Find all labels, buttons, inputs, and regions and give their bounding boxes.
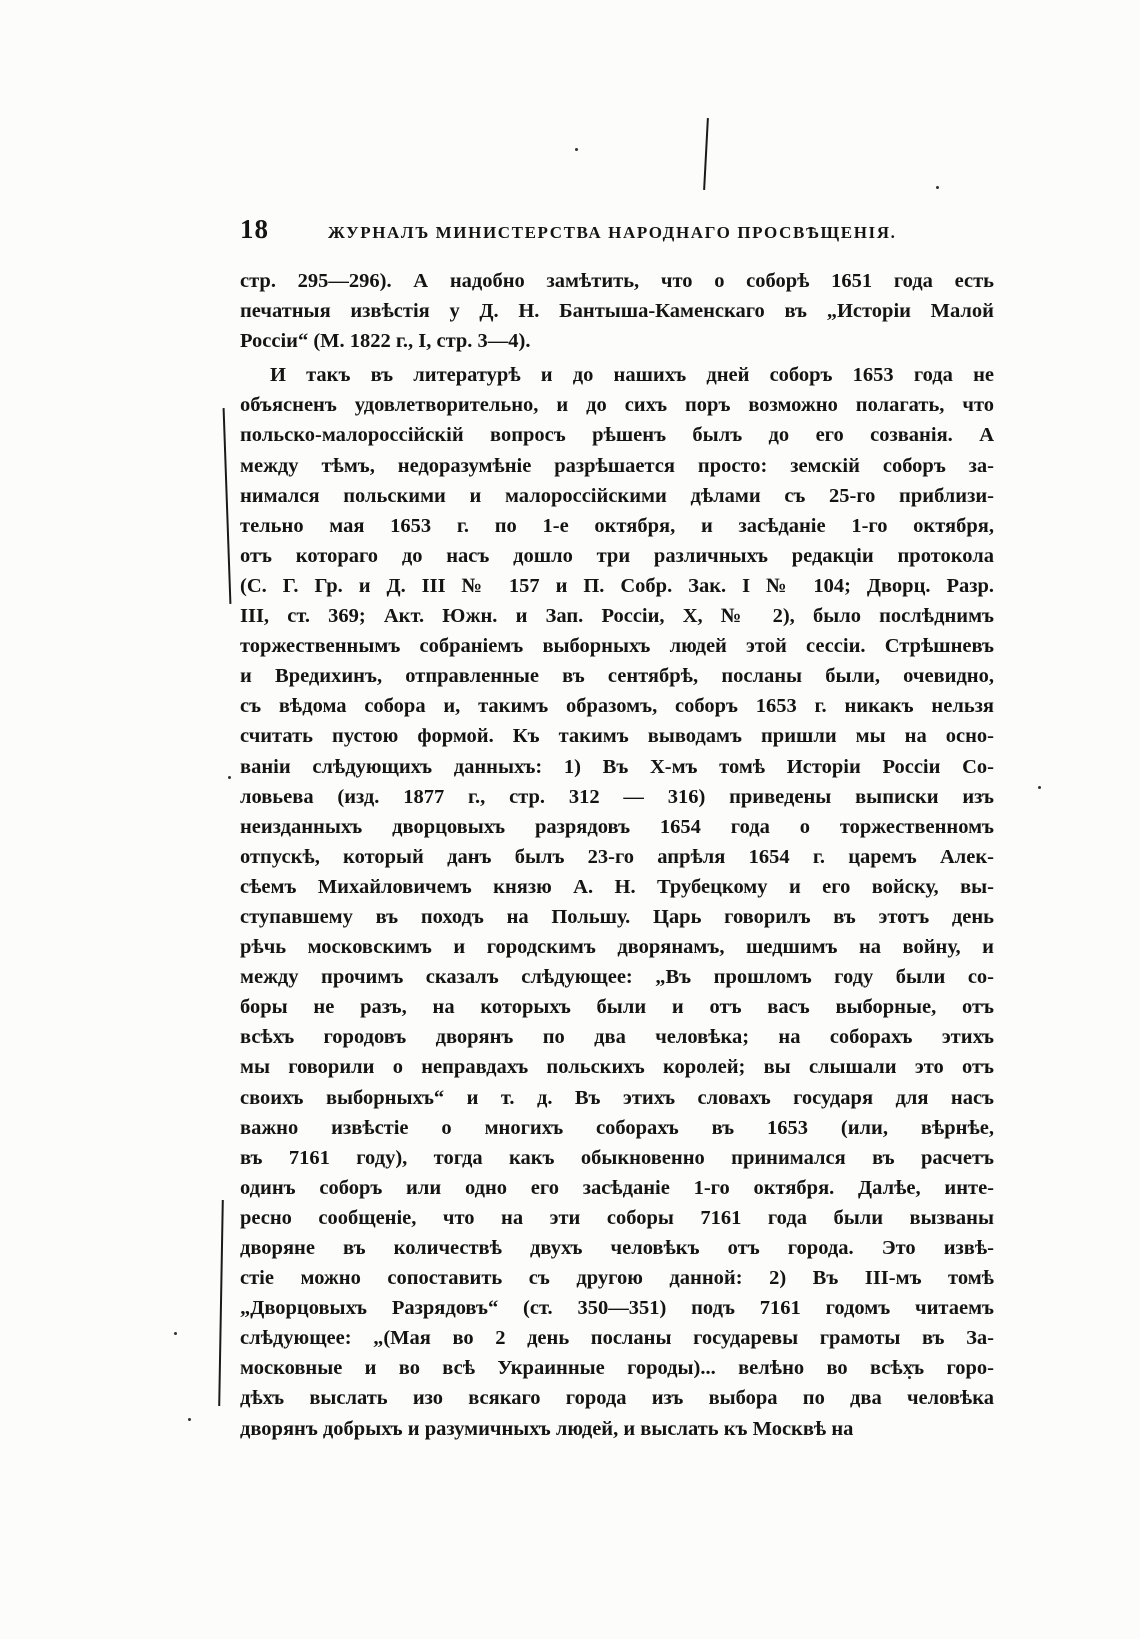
text-line: московные и во всѣ Украинные городы)... велѣно во всѣхъ горо-: [240, 1357, 994, 1380]
text-line: тельно мая 1653 г. по 1-е октября, и засѣданіе 1-го октября,: [240, 514, 994, 537]
text-line: неизданныхъ дворцовыхъ разрядовъ 1654 года о торжественномъ: [240, 815, 994, 838]
paragraph: [240, 266, 994, 356]
margin-mark-left-lower: [218, 1200, 224, 1406]
page-header: [240, 214, 1000, 254]
text-line: сѣемъ Михайловичемъ князю А. Н. Трубецкому и его войску, вы-: [240, 875, 994, 898]
text-line: отпускѣ, который данъ былъ 23-го апрѣля 1654 г. царемъ Алек-: [240, 845, 994, 868]
text-line: съ вѣдома собора и, такимъ образомъ, соборъ 1653 г. никакъ нельзя: [240, 695, 994, 718]
text-line: торжественнымъ собраніемъ выборныхъ людей этой сессіи. Стрѣшневъ: [240, 635, 994, 658]
text-line: рѣчь московскимъ и городскимъ дворянамъ, шедшимъ на войну, и: [240, 936, 994, 959]
text-line: (С. Г. Гр. и Д. III № 157 и П. Собр. Зак. I № 104; Дворц. Разр.: [240, 574, 994, 597]
speck: [936, 186, 939, 189]
speck: [188, 1418, 191, 1421]
paragraph: [240, 360, 994, 1443]
speck: [1038, 786, 1041, 789]
body-text: [240, 266, 994, 1444]
text-line: ловьева (изд. 1877 г., стр. 312 — 316) приведены выписки изъ: [240, 785, 994, 808]
text-line: нимался польскими и малороссійскими дѣлами съ 25-го приблизи-: [240, 484, 994, 507]
running-title: ЖУРНАЛЪ МИНИСТЕРСТВА НАРОДНАГО ПРОСВѢЩЕНІЯ.: [328, 223, 897, 242]
text-line: стр. 295—296). А надобно замѣтить, что о соборѣ 1651 года есть: [240, 270, 994, 292]
margin-mark-left-upper: [223, 408, 232, 604]
text-line: и Вредихинъ, отправленные въ сентябрѣ, посланы были, очевидно,: [240, 665, 994, 688]
text-line: отъ котораго до насъ дошло три различныхъ редакціи протокола: [240, 544, 994, 567]
text-line: Россіи“ (М. 1822 г., I, стр. 3—4).: [240, 330, 531, 353]
text-line: своихъ выборныхъ“ и т. д. Въ этихъ словахъ государя для насъ: [240, 1086, 994, 1109]
text-line: ваніи слѣдующихъ данныхъ: 1) Въ X-мъ томѣ Исторіи Россіи Со-: [240, 755, 994, 778]
text-line: между прочимъ сказалъ слѣдующее: „Въ прошломъ году были со-: [240, 966, 994, 989]
text-line: ресно сообщеніе, что на эти соборы 7161 года были вызваны: [240, 1206, 994, 1229]
text-line: слѣдующее: „(Мая во 2 день посланы государевы грамоты въ За-: [240, 1327, 994, 1350]
text-line: И такъ въ литературѣ и до нашихъ дней соборъ 1653 года не: [270, 364, 994, 387]
text-line: дѣхъ выслать изо всякаго города изъ выбора по два человѣка: [240, 1387, 994, 1410]
text-line: между тѣмъ, недоразумѣніе разрѣшается просто: земскій соборъ за-: [240, 454, 994, 477]
speck: [575, 148, 578, 151]
text-line: боры не разъ, на которыхъ были и отъ васъ выборные, отъ: [240, 996, 994, 1019]
page-number: 18: [240, 214, 269, 244]
text-line: объясненъ удовлетворительно, и до сихъ поръ возможно полагать, что: [240, 394, 994, 417]
text-line: ступавшему въ походъ на Польшу. Царь говорилъ въ этотъ день: [240, 905, 994, 928]
text-line: дворянъ добрыхъ и разумичныхъ людей, и выслать къ Москвѣ на: [240, 1417, 854, 1440]
text-line: одинъ соборъ или одно его засѣданіе 1-го октября. Далѣе, инте-: [240, 1176, 994, 1199]
text-line: печатныя извѣстія у Д. Н. Бантыша-Каменскаго въ „Исторіи Малой: [240, 300, 994, 323]
text-line: важно извѣстіе о многихъ соборахъ въ 1653 (или, вѣрнѣе,: [240, 1116, 994, 1139]
text-line: считать пустою формой. Къ такимъ выводамъ пришли мы на осно-: [240, 725, 994, 748]
text-line: стіе можно сопоставить съ другою данной: 2) Въ III-мъ томѣ: [240, 1267, 994, 1290]
text-line: мы говорили о неправдахъ польскихъ королей; вы слышали это отъ: [240, 1056, 994, 1079]
margin-mark-top: [703, 118, 709, 190]
text-line: польско-малороссійскій вопросъ рѣшенъ былъ до его созванія. А: [240, 424, 994, 447]
text-line: всѣхъ городовъ дворянъ по два человѣка; на соборахъ этихъ: [240, 1026, 994, 1049]
text-line: дворяне въ количествѣ двухъ человѣкъ отъ города. Это извѣ-: [240, 1237, 994, 1259]
text-line: III, ст. 369; Акт. Южн. и Зап. Россіи, X, № 2), было послѣднимъ: [240, 605, 994, 628]
speck: [174, 1332, 177, 1335]
text-line: въ 7161 году), тогда какъ обыкновенно принимался въ расчетъ: [240, 1146, 994, 1169]
text-line: „Дворцовыхъ Разрядовъ“ (ст. 350—351) подъ 7161 годомъ читаемъ: [240, 1297, 994, 1320]
speck: [228, 776, 231, 779]
